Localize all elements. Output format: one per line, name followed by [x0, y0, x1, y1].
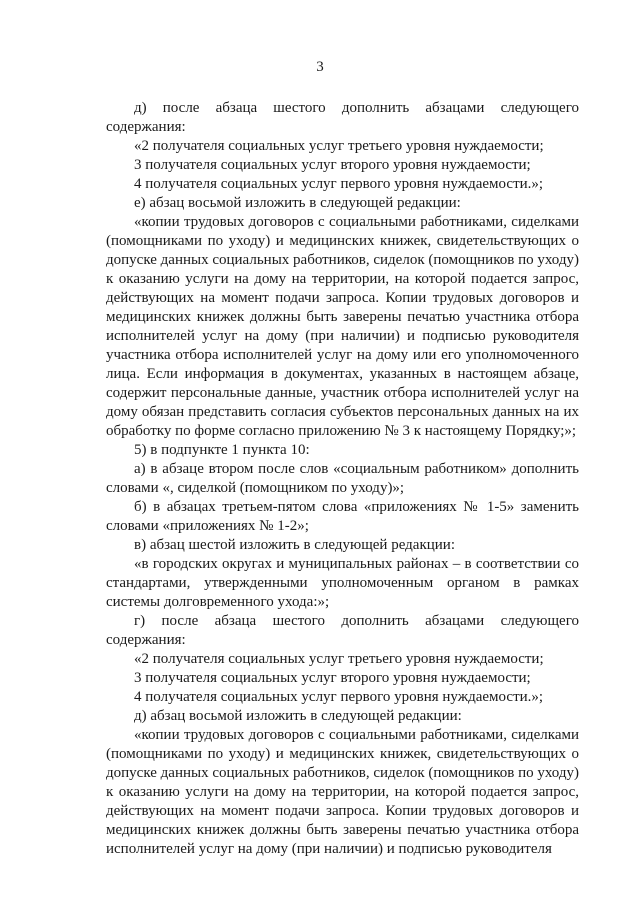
paragraph-level-1: 4 получателя социальных услуг первого уровня нуждаемости.»;: [134, 176, 544, 192]
paragraph-level-3-second: «2 получателя социальных услуг третьего уровня нуждаемости;: [134, 651, 544, 667]
paragraph-subitem-d-eighth: д) абзац восьмой изложить в следующей редакции:: [134, 708, 462, 724]
paragraph-subitem-g: г) после абзаца шестого дополнить абзацами следующего содержания:: [106, 613, 579, 648]
paragraph-contracts-copies: «копии трудовых договоров с социальными работниками, сиделками (помощниками по уходу) и медицинских книжек, свидетельствующих о допуске данных социальных работников, сиделок (помощников по уходу) к оказанию услуги на дому на территории, на которой подается запрос, действующих на момент подачи запроса. Копии трудовых договоров и медицинских книжек должны быть заверены печатью участника отбора исполнителей услуг на дому (при наличии) и подписью руководителя участника отбора исполнителей услуг на дому или его уполномоченного лица. Если информация в документах, указанных в настоящем абзаце, содержит персональные данные, участник отбора исполнителей услуг на дому обязан представить согласия субъектов персональных данных на их обработку по форме согласно приложению № 3 к настоящему Порядку;»;: [106, 214, 579, 439]
paragraph-subitem-d-add: д) после абзаца шестого дополнить абзацами следующего содержания:: [106, 100, 579, 135]
paragraph-subitem-b: б) в абзацах третьем-пятом слова «приложениях № 1-5» заменить словами «приложениях № 1-2»;: [106, 499, 579, 534]
paragraph-subitem-a: а) в абзаце втором после слов «социальным работником» дополнить словами «, сиделкой (помощником по уходу)»;: [106, 461, 579, 496]
paragraph-item-5: 5) в подпункте 1 пункта 10:: [134, 442, 310, 458]
document-body: [106, 99, 579, 859]
paragraph-urban-districts: «в городских округах и муниципальных районах – в соответствии со стандартами, утвержденными уполномоченным органом в рамках системы долговременного ухода:»;: [106, 556, 579, 610]
paragraph-contracts-copies-second: «копии трудовых договоров с социальными работниками, сиделками (помощниками по уходу) и медицинских книжек, свидетельствующих о допуске данных социальных работников, сиделок (помощников по уходу) к оказанию услуги на дому на территории, на которой подается запрос, действующих на момент подачи запроса. Копии трудовых договоров и медицинских книжек должны быть заверены печатью участника отбора исполнителей услуг на дому (при наличии) и подписью руководителя: [106, 727, 579, 857]
page-number: 3: [316, 59, 324, 75]
paragraph-subitem-v: в) абзац шестой изложить в следующей редакции:: [134, 537, 455, 553]
paragraph-subitem-e: е) абзац восьмой изложить в следующей редакции:: [134, 195, 461, 211]
paragraph-level-1-second: 4 получателя социальных услуг первого уровня нуждаемости.»;: [134, 689, 544, 705]
paragraph-level-2: 3 получателя социальных услуг второго уровня нуждаемости;: [134, 157, 531, 173]
paragraph-level-3: «2 получателя социальных услуг третьего уровня нуждаемости;: [134, 138, 544, 154]
paragraph-level-2-second: 3 получателя социальных услуг второго уровня нуждаемости;: [134, 670, 531, 686]
